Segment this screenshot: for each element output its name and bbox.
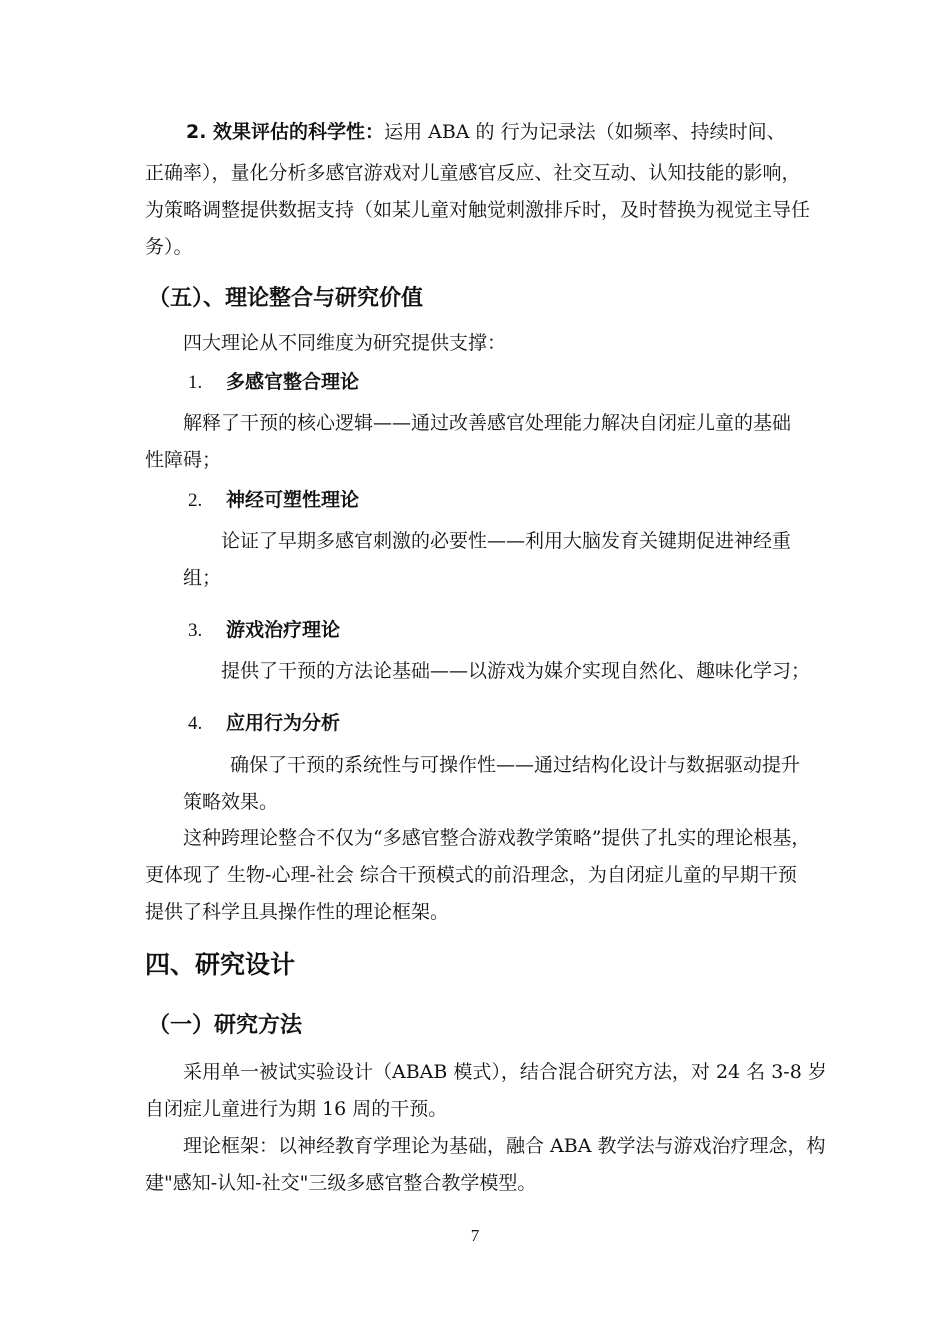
paragraph-line: 为策略调整提供数据支持（如某儿童对触觉刺激排斥时，及时替换为视觉主导任: [145, 199, 811, 221]
section-heading: （五）、理论整合与研究价值: [148, 286, 424, 311]
paragraph-line: 提供了干预的方法论基础——以游戏为媒介实现自然化、趣味化学习；: [221, 660, 811, 682]
paragraph-line: 运用 ABA 的 行为记录法（如频率、持续时间、: [384, 121, 786, 143]
paragraph-line: 建"感知-认知-社交"三级多感官整合教学模型。: [145, 1172, 537, 1194]
chapter-heading: 四、研究设计: [145, 950, 296, 979]
item-number: 2.: [188, 490, 203, 511]
item-number: 3.: [188, 620, 203, 641]
paragraph-line: 自闭症儿童进行为期 16 周的干预。: [145, 1098, 448, 1120]
paragraph-line: 更体现了 生物-心理-社会 综合干预模式的前沿理念，为自闭症儿童的早期干预: [145, 864, 797, 886]
intro-text: 四大理论从不同维度为研究提供支撑：: [183, 332, 507, 354]
paragraph-line: 提供了科学且具操作性的理论框架。: [145, 901, 450, 923]
list-item-heading: [188, 618, 340, 643]
paragraph-line: 组；: [183, 567, 222, 589]
paragraph-line: 这种跨理论整合不仅为“多感官整合游戏教学策略”提供了扎实的理论根基，: [183, 827, 811, 849]
paragraph-line: 理论框架：以神经教育学理论为基础，融合 ABA 教学法与游戏治疗理念，构: [183, 1135, 826, 1157]
item-title: 多感官整合理论: [226, 371, 360, 393]
list-item-heading: [188, 711, 340, 736]
paragraph-line: 论证了早期多感官刺激的必要性——利用大脑发育关键期促进神经重: [221, 530, 792, 552]
paragraph-line: 采用单一被试实验设计（ABAB 模式），结合混合研究方法，对 24 名 3-8 岁: [183, 1061, 827, 1083]
item-title: 游戏治疗理论: [226, 619, 341, 641]
item-number: 4.: [188, 713, 203, 734]
section-2-heading: 2. 效果评估的科学性：: [186, 121, 385, 143]
list-item-heading: [188, 488, 359, 513]
item-number: 1.: [188, 372, 203, 393]
paragraph-line: 确保了干预的系统性与可操作性——通过结构化设计与数据驱动提升: [230, 754, 801, 776]
list-item-heading: [188, 370, 359, 395]
paragraph-line: 务）。: [145, 236, 193, 258]
item-title: 神经可塑性理论: [226, 489, 360, 511]
paragraph-line: 解释了干预的核心逻辑——通过改善感官处理能力解决自闭症儿童的基础: [183, 412, 792, 434]
section-2-first-line: [186, 120, 786, 144]
section-heading: （一）研究方法: [148, 1013, 303, 1038]
paragraph-line: 性障碍；: [145, 449, 222, 471]
item-title: 应用行为分析: [226, 712, 341, 734]
page-number: 7: [470, 1226, 480, 1245]
paragraph-line: 策略效果。: [183, 791, 279, 813]
paragraph-line: 正确率），量化分析多感官游戏对儿童感官反应、社交互动、认知技能的影响，: [145, 162, 801, 184]
